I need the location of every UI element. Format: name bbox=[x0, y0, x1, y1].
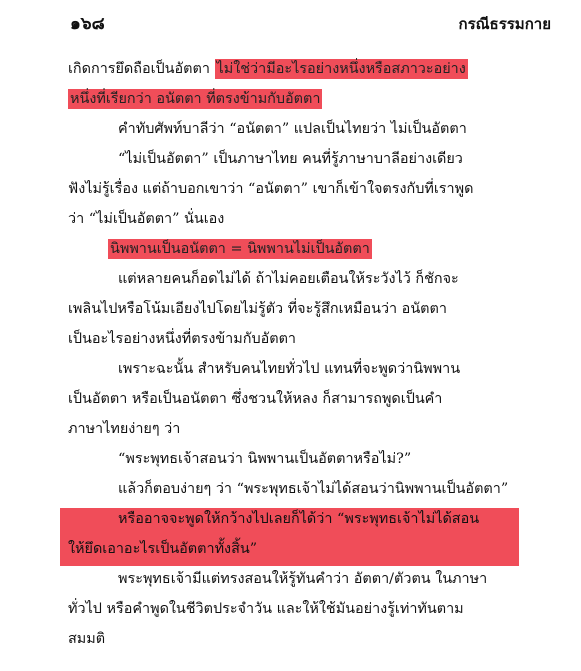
text-line: ฟังไม่รู้เรื่อง แต่ถ้าบอกเขาว่า “อนัตตา” เขาก็เข้าใจตรงกับที่เราพูด bbox=[68, 181, 474, 197]
text-line: ภาษาไทยง่ายๆ ว่า bbox=[68, 421, 181, 437]
line-text: เกิดการยึดถือเป็นอัตตา bbox=[68, 61, 210, 77]
text-line: “ไม่เป็นอัตตา” เป็นภาษาไทย คนที่รู้ภาษาบาลีอย่างเดียว bbox=[118, 151, 463, 167]
page-number: ๑๖๘ bbox=[70, 14, 105, 34]
text-line bbox=[68, 54, 516, 84]
text-line: ทั่วไป หรือคำพูดในชีวิตประจำวัน และให้ใช้มันอย่างรู้เท่าทันตาม bbox=[68, 601, 464, 617]
body-text bbox=[68, 54, 516, 654]
text-line: แล้วก็ตอบง่ายๆ ว่า “พระพุทธเจ้าไม่ได้สอนว่านิพพานเป็นอัตตา” bbox=[118, 481, 509, 497]
text-line: หรืออาจจะพูดให้กว้างไปเลยก็ได้ว่า “พระพุทธเจ้าไม่ได้สอน bbox=[118, 511, 480, 527]
highlighted-text: นิพพานเป็นอนัตตา = นิพพานไม่เป็นอัตตา bbox=[110, 241, 370, 257]
text-line: เพราะฉะนั้น สำหรับคนไทยทั่วไป แทนที่จะพูดว่านิพพาน bbox=[118, 361, 461, 377]
text-line: แต่หลายคนก็อดไม่ได้ ถ้าไม่คอยเตือนให้ระวังไว้ ก็ชักจะ bbox=[118, 271, 459, 287]
text-line: สมมติ bbox=[68, 631, 106, 647]
text-line bbox=[68, 84, 516, 114]
text-line bbox=[68, 234, 516, 264]
text-line: “พระพุทธเจ้าสอนว่า นิพพานเป็นอัตตาหรือไม่?” bbox=[118, 451, 412, 467]
text-line: ให้ยึดเอาอะไรเป็นอัตตาทั้งสิ้น” bbox=[68, 541, 258, 557]
highlighted-text: หนึ่งที่เรียกว่า อนัตตา ที่ตรงข้ามกับอัตตา bbox=[70, 91, 321, 107]
text-line: คำทับศัพท์บาลีว่า “อนัตตา” แปลเป็นไทยว่า ไม่เป็นอัตตา bbox=[118, 121, 467, 137]
running-title: กรณีธรรมกาย bbox=[458, 15, 551, 33]
text-line: เป็นอัตตา หรือเป็นอนัตตา ซึ่งชวนให้หลง ก็สามารถพูดเป็นคำ bbox=[68, 391, 443, 407]
text-line: เพลินไปหรือโน้มเอียงไปโดยไม่รู้ตัว ที่จะรู้สึกเหมือนว่า อนัตตา bbox=[68, 301, 447, 317]
highlighted-text: ไม่ใช่ว่ามีอะไรอย่างหนึ่งหรือสภาวะอย่าง bbox=[216, 61, 466, 77]
page-header bbox=[0, 10, 581, 36]
text-line: ว่า “ไม่เป็นอัตตา” นั่นเอง bbox=[68, 211, 225, 227]
text-line: เป็นอะไรอย่างหนึ่งที่ตรงข้ามกับอัตตา bbox=[68, 331, 297, 347]
text-line: พระพุทธเจ้ามีแต่ทรงสอนให้รู้ทันคำว่า อัตตา/ตัวตน ในภาษา bbox=[118, 571, 488, 587]
